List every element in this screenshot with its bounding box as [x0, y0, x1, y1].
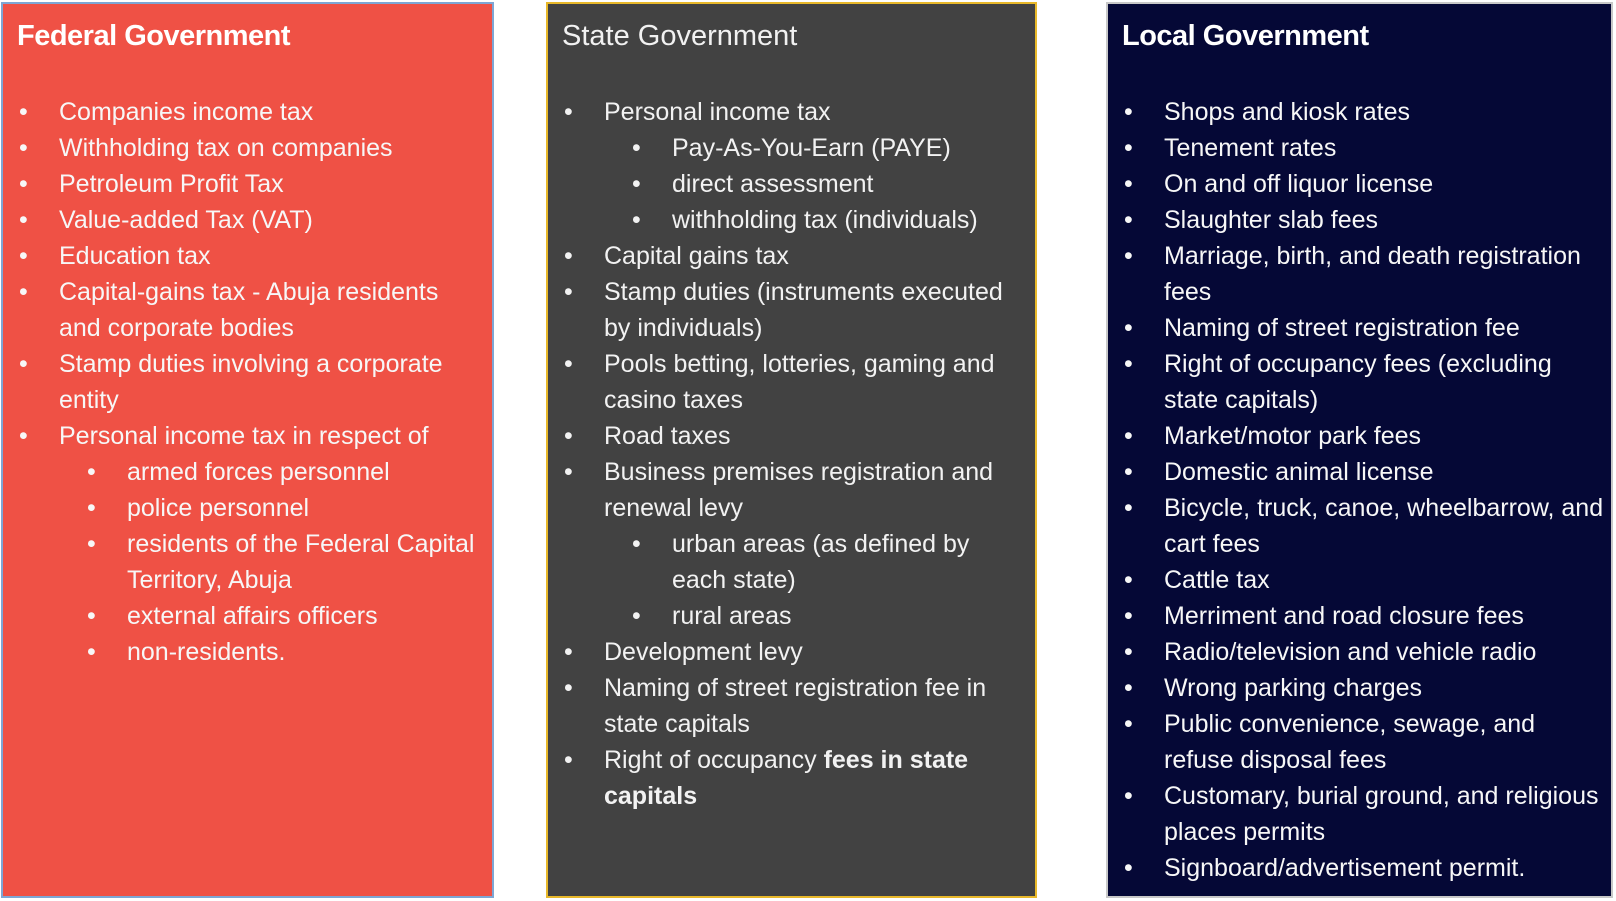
list-item: • Development levy	[562, 634, 1029, 670]
sub-list-item: • urban areas (as defined by each state)	[562, 526, 1029, 598]
list-item: • Marriage, birth, and death registration fees	[1122, 238, 1605, 310]
list-item: • Withholding tax on companies	[17, 130, 486, 166]
local-government-panel	[1106, 2, 1613, 898]
list-item: • Capital-gains tax - Abuja residents and corporate bodies	[17, 274, 486, 346]
sub-list-item: • non-residents.	[17, 634, 486, 670]
list-item: • Merriment and road closure fees	[1122, 598, 1605, 634]
list-item: • Slaughter slab fees	[1122, 202, 1605, 238]
list-item-bold-text: fees in state capitals	[604, 746, 969, 810]
list-item: • Business premises registration and renewal levy	[562, 454, 1029, 526]
sub-list-item: • withholding tax (individuals)	[562, 202, 1029, 238]
list-item: • Public convenience, sewage, and refuse disposal fees	[1122, 706, 1605, 778]
list-item-text: Right of occupancy	[604, 746, 824, 774]
local-tax-list	[1122, 94, 1605, 886]
list-item: • Domestic animal license	[1122, 454, 1605, 490]
list-item: • Capital gains tax	[562, 238, 1029, 274]
list-item: • Bicycle, truck, canoe, wheelbarrow, and cart fees	[1122, 490, 1605, 562]
list-item: • Right of occupancy fees (excluding state capitals)	[1122, 346, 1605, 418]
sub-list-item: • external affairs officers	[17, 598, 486, 634]
list-item: • Tenement rates	[1122, 130, 1605, 166]
list-item: • Customary, burial ground, and religious places permits	[1122, 778, 1605, 850]
state-government-panel	[546, 2, 1037, 898]
list-item: • Road taxes	[562, 418, 1029, 454]
list-item: • Pools betting, lotteries, gaming and casino taxes	[562, 346, 1029, 418]
list-item: • Value-added Tax (VAT)	[17, 202, 486, 238]
federal-tax-list	[17, 94, 486, 670]
list-item: • Education tax	[17, 238, 486, 274]
list-item: • Wrong parking charges	[1122, 670, 1605, 706]
list-item: • Signboard/advertisement permit.	[1122, 850, 1605, 886]
list-item: • Stamp duties (instruments executed by individuals)	[562, 274, 1029, 346]
local-government-title: Local Government	[1122, 20, 1369, 52]
sub-list-item: • residents of the Federal Capital Territory, Abuja	[17, 526, 486, 598]
list-item: • Shops and kiosk rates	[1122, 94, 1605, 130]
sub-list-item: • direct assessment	[562, 166, 1029, 202]
list-item: • Petroleum Profit Tax	[17, 166, 486, 202]
sub-list-item: • rural areas	[562, 598, 1029, 634]
list-item: • Naming of street registration fee	[1122, 310, 1605, 346]
list-item: • Radio/television and vehicle radio	[1122, 634, 1605, 670]
list-item: • Cattle tax	[1122, 562, 1605, 598]
list-item: • Personal income tax	[562, 94, 1029, 130]
list-item	[562, 742, 1029, 814]
federal-government-title: Federal Government	[17, 20, 291, 52]
list-item: • Personal income tax in respect of	[17, 418, 486, 454]
list-item: • On and off liquor license	[1122, 166, 1605, 202]
state-government-title: State Government	[562, 20, 798, 52]
list-item: • Companies income tax	[17, 94, 486, 130]
sub-list-item: • police personnel	[17, 490, 486, 526]
list-item: • Stamp duties involving a corporate entity	[17, 346, 486, 418]
list-item: • Naming of street registration fee in state capitals	[562, 670, 1029, 742]
sub-list-item: • armed forces personnel	[17, 454, 486, 490]
state-tax-list	[562, 94, 1029, 814]
sub-list-item: • Pay-As-You-Earn (PAYE)	[562, 130, 1029, 166]
list-item: • Market/motor park fees	[1122, 418, 1605, 454]
federal-government-panel	[1, 2, 494, 898]
